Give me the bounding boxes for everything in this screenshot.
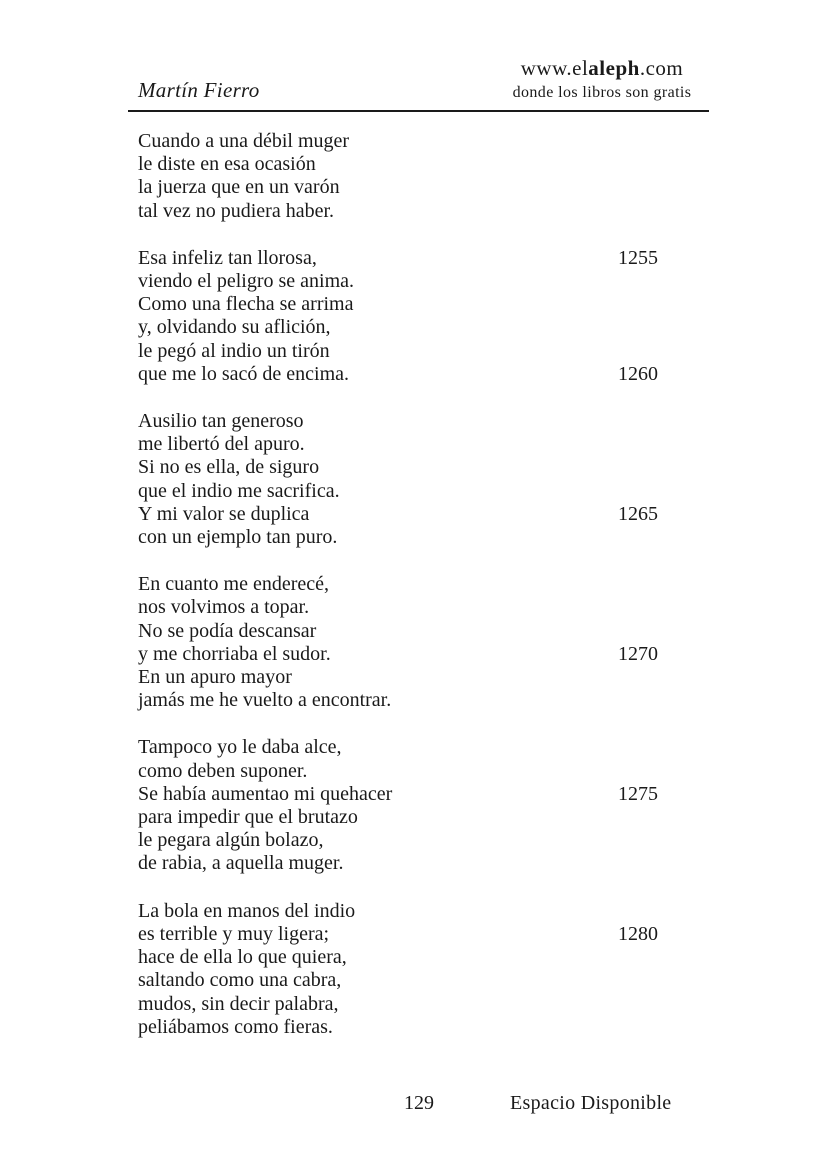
poem-line xyxy=(138,526,658,549)
poem-line xyxy=(138,852,658,875)
poem-line xyxy=(138,736,658,759)
site-url xyxy=(513,56,692,81)
site-tagline: donde los libros son gratis xyxy=(512,84,692,101)
verse-text: Y mi valor se duplica xyxy=(138,502,310,525)
verse-text: En un apuro mayor xyxy=(138,666,292,689)
verse-text: En cuanto me enderecé, xyxy=(138,573,330,596)
poem-line xyxy=(138,293,658,316)
stanza xyxy=(138,410,658,549)
verse-text: peliábamos como fieras. xyxy=(138,1015,333,1038)
verse-text: y, olvidando su aflición, xyxy=(138,316,331,339)
poem-body xyxy=(138,130,658,1063)
verse-text: le diste en esa ocasión xyxy=(138,153,316,176)
verse-text: Tampoco yo le daba alce, xyxy=(138,736,342,759)
poem-line xyxy=(138,829,658,852)
poem-line xyxy=(138,689,658,712)
verse-text: le pegó al indio un tirón xyxy=(138,339,330,362)
poem-line xyxy=(138,643,658,666)
poem-line xyxy=(138,410,658,433)
poem-line xyxy=(138,340,658,363)
poem-line xyxy=(138,993,658,1016)
verse-text: para impedir que el brutazo xyxy=(138,806,358,829)
poem-line xyxy=(138,969,658,992)
stanza xyxy=(138,573,658,712)
verse-text: me libertó del apuro. xyxy=(138,433,305,456)
verse-text: como deben suponer. xyxy=(138,759,308,782)
poem-line xyxy=(138,503,658,526)
verse-number: 1260 xyxy=(618,362,658,385)
verse-text: La bola en manos del indio xyxy=(138,899,356,922)
poem-line xyxy=(138,433,658,456)
poem-line xyxy=(138,573,658,596)
poem-line xyxy=(138,270,658,293)
site-url-suffix: .com xyxy=(639,56,684,80)
poem-line xyxy=(138,806,658,829)
site-url-brand: aleph xyxy=(588,56,640,80)
poem-line xyxy=(138,456,658,479)
site-header xyxy=(513,56,692,102)
verse-text: jamás me he vuelto a encontrar. xyxy=(138,689,392,712)
verse-text: mudos, sin decir palabra, xyxy=(138,992,339,1015)
header-divider xyxy=(128,110,709,112)
poem-line xyxy=(138,200,658,223)
verse-text: la juerza que en un varón xyxy=(138,176,340,199)
verse-text: que el indio me sacrifica. xyxy=(138,479,340,502)
stanza xyxy=(138,900,658,1039)
footer-label: Espacio Disponible xyxy=(510,1092,672,1114)
verse-text: que me lo sacó de encima. xyxy=(138,362,350,385)
verse-text: viendo el peligro se anima. xyxy=(138,270,355,293)
verse-text: Cuando a una débil muger xyxy=(138,130,350,152)
poem-line xyxy=(138,176,658,199)
stanza xyxy=(138,247,658,386)
poem-line xyxy=(138,130,658,153)
page-number: 129 xyxy=(404,1092,434,1114)
verse-number: 1265 xyxy=(618,502,658,525)
site-url-prefix: www.el xyxy=(520,56,589,80)
poem-line xyxy=(138,783,658,806)
verse-text: con un ejemplo tan puro. xyxy=(138,526,338,549)
verse-number: 1255 xyxy=(618,246,658,269)
verse-number: 1270 xyxy=(618,642,658,665)
verse-text: saltando como una cabra, xyxy=(138,969,342,992)
stanza xyxy=(138,130,658,223)
verse-text: le pegara algún bolazo, xyxy=(138,829,324,852)
verse-text: de rabia, a aquella muger. xyxy=(138,852,344,875)
poem-line xyxy=(138,946,658,969)
verse-text: hace de ella lo que quiera, xyxy=(138,946,347,969)
verse-text: es terrible y muy ligera; xyxy=(138,922,330,945)
poem-line xyxy=(138,247,658,270)
poem-line xyxy=(138,316,658,339)
poem-line xyxy=(138,760,658,783)
verse-text: Si no es ella, de siguro xyxy=(138,456,320,479)
poem-line xyxy=(138,153,658,176)
poem-line xyxy=(138,666,658,689)
verse-text: Ausilio tan generoso xyxy=(138,410,304,433)
verse-text: Como una flecha se arrima xyxy=(138,293,354,316)
verse-number: 1275 xyxy=(618,782,658,805)
verse-text: y me chorriaba el sudor. xyxy=(138,642,331,665)
verse-number: 1280 xyxy=(618,922,658,945)
verse-text: tal vez no pudiera haber. xyxy=(138,199,335,222)
verse-text: Esa infeliz tan llorosa, xyxy=(138,246,317,269)
poem-line xyxy=(138,923,658,946)
poem-line xyxy=(138,596,658,619)
poem-line xyxy=(138,620,658,643)
stanza xyxy=(138,736,658,875)
poem-line xyxy=(138,480,658,503)
poem-line xyxy=(138,1016,658,1039)
poem-line xyxy=(138,900,658,923)
verse-text: Se había aumentao mi quehacer xyxy=(138,782,393,805)
poem-line xyxy=(138,363,658,386)
verse-text: No se podía descansar xyxy=(138,619,317,642)
book-title: Martín Fierro xyxy=(138,78,260,102)
verse-text: nos volvimos a topar. xyxy=(138,596,310,619)
